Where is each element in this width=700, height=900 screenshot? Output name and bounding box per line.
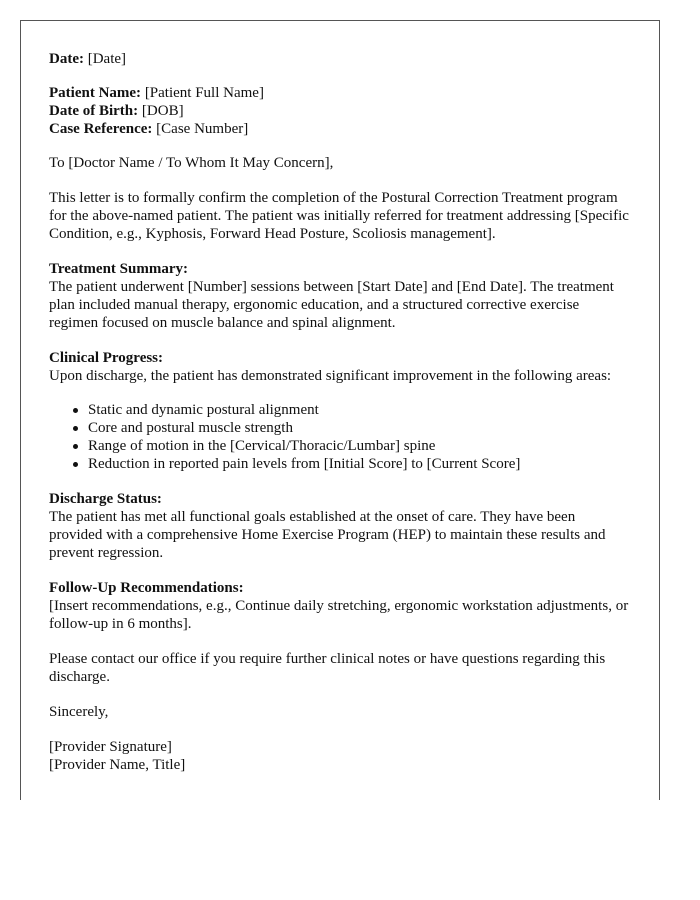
- treatment-summary-body: The patient underwent [Number] sessions between [Start Date] and [End Date]. The treatment plan included manual therapy, ergonomic education, and a structured corrective exercise regimen focused on muscle balance and spinal alignment.: [49, 279, 614, 331]
- list-item-text: Core and postural muscle strength: [88, 420, 293, 436]
- case-ref-line: [49, 120, 631, 138]
- discharge-status-body: The patient has met all functional goals established at the onset of care. They have been provided with a comprehensive Home Exercise Program (HEP) to maintain these results and prevent regression.: [49, 509, 606, 561]
- case-ref-label: Case Reference:: [49, 121, 153, 137]
- dob-label: Date of Birth:: [49, 103, 139, 119]
- list-item-text: Range of motion in the [Cervical/Thoracic/Lumbar] spine: [88, 438, 436, 454]
- patient-name-label: Patient Name:: [49, 85, 142, 101]
- case-ref-value: [Case Number]: [156, 121, 249, 137]
- patient-info-block: [49, 84, 631, 138]
- letter-page: [20, 20, 660, 800]
- list-item: [88, 401, 631, 419]
- intro-paragraph: This letter is to formally confirm the completion of the Postural Correction Treatment program for the above-named patient. The patient was initially referred for treatment addressing [Specific Condition, e.g., Kyphosis, Forward Head Posture, Scoliosis management].: [49, 190, 629, 242]
- provider-signature: [Provider Signature]: [49, 739, 172, 755]
- list-item: [88, 419, 631, 437]
- bullet-icon: [73, 462, 78, 467]
- signature-block: [49, 738, 631, 774]
- signoff: Sincerely,: [49, 704, 109, 720]
- bullet-icon: [73, 408, 78, 413]
- treatment-summary-heading: Treatment Summary:: [49, 261, 188, 277]
- list-item: [88, 437, 631, 455]
- date-label: Date:: [49, 51, 84, 67]
- patient-name-value: [Patient Full Name]: [144, 85, 264, 101]
- bullet-icon: [73, 426, 78, 431]
- salutation: To [Doctor Name / To Whom It May Concern],: [49, 155, 334, 171]
- clinical-progress-body: Upon discharge, the patient has demonstrated significant improvement in the following areas:: [49, 368, 612, 384]
- discharge-status-section: [49, 490, 631, 562]
- dob-value: [DOB]: [141, 103, 184, 119]
- closing-note: Please contact our office if you require further clinical notes or have questions regarding this discharge.: [49, 651, 606, 685]
- follow-up-section: [49, 579, 631, 633]
- list-item-text: Reduction in reported pain levels from [Initial Score] to [Current Score]: [88, 456, 521, 472]
- clinical-progress-heading: Clinical Progress:: [49, 350, 164, 366]
- progress-list: [49, 401, 631, 473]
- provider-name-title: [Provider Name, Title]: [49, 757, 186, 773]
- follow-up-body: [Insert recommendations, e.g., Continue daily stretching, ergonomic workstation adjustments, or follow-up in 6 months].: [49, 598, 629, 632]
- patient-name-line: [49, 84, 631, 102]
- date-value: [Date]: [87, 51, 127, 67]
- follow-up-heading: Follow-Up Recommendations:: [49, 580, 244, 596]
- discharge-status-heading: Discharge Status:: [49, 491, 162, 507]
- dob-line: [49, 102, 631, 120]
- bullet-icon: [73, 444, 78, 449]
- date-line: [49, 50, 631, 68]
- clinical-progress-section: [49, 349, 631, 473]
- list-item: [88, 455, 631, 473]
- treatment-summary-section: [49, 260, 631, 332]
- list-item-text: Static and dynamic postural alignment: [88, 402, 319, 418]
